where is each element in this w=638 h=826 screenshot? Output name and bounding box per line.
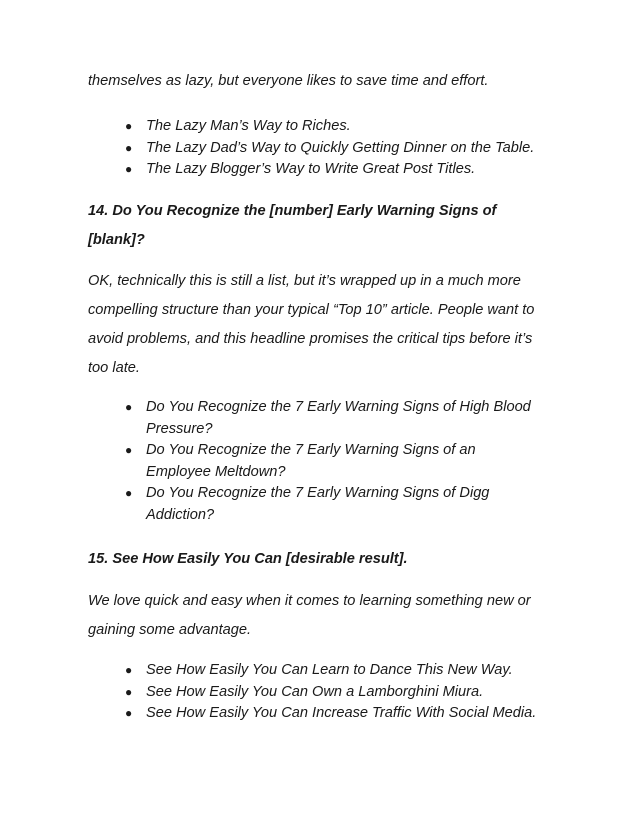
bullet-icon: ● <box>125 119 133 133</box>
section-14-body: OK, technically this is still a list, but it’s wrapped up in a much more compelling structure than your typical “Top 10” article. People want to avoid problems, and this headline promises the critical tips before it’s too late. <box>88 273 535 376</box>
bullet-icon: ● <box>125 162 133 176</box>
bullet-icon: ● <box>125 140 133 155</box>
see-how-easily-list <box>0 660 546 725</box>
bullet-icon: ● <box>125 443 133 457</box>
list-item: ● Do You Recognize the 7 Early Warning Signs of Digg Addiction? <box>125 485 490 523</box>
list-item: ● See How Easily You Can Own a Lamborghini Miura. <box>0 682 546 704</box>
list-item: ● See How Easily You Can Increase Traffic With Social Media. <box>0 703 546 725</box>
list-item: ● Do You Recognize the 7 Early Warning Signs of High Blood Pressure? <box>125 399 531 437</box>
list-item: ● The Lazy Dad’s Way to Quickly Getting Dinner on the Table. <box>0 138 546 160</box>
bullet-icon: ● <box>125 486 133 500</box>
list-item: ● Do You Recognize the 7 Early Warning Signs of an Employee Meltdown? <box>125 442 476 480</box>
lazy-examples-list <box>0 116 546 181</box>
bullet-icon: ● <box>125 684 133 699</box>
section-15-body: We love quick and easy when it comes to learning something new or gaining some advantage. <box>88 593 531 638</box>
list-item: ● See How Easily You Can Learn to Dance This New Way. <box>0 660 546 682</box>
list-item: ● The Lazy Blogger’s Way to Write Great Post Titles. <box>0 159 546 181</box>
bullet-icon: ● <box>125 663 133 677</box>
bullet-icon: ● <box>125 706 133 720</box>
intro-paragraph <box>88 67 558 96</box>
bullet-icon: ● <box>125 400 133 414</box>
list-item: ● The Lazy Man’s Way to Riches. <box>0 116 546 138</box>
section-14-heading: 14. Do You Recognize the [number] Early Warning Signs of [blank]? <box>88 203 497 248</box>
section-15-heading: 15. See How Easily You Can [desirable result]. <box>88 551 408 567</box>
warning-signs-list <box>0 397 546 526</box>
intro-line: themselves as lazy, but everyone likes to save time and effort. <box>88 73 489 89</box>
